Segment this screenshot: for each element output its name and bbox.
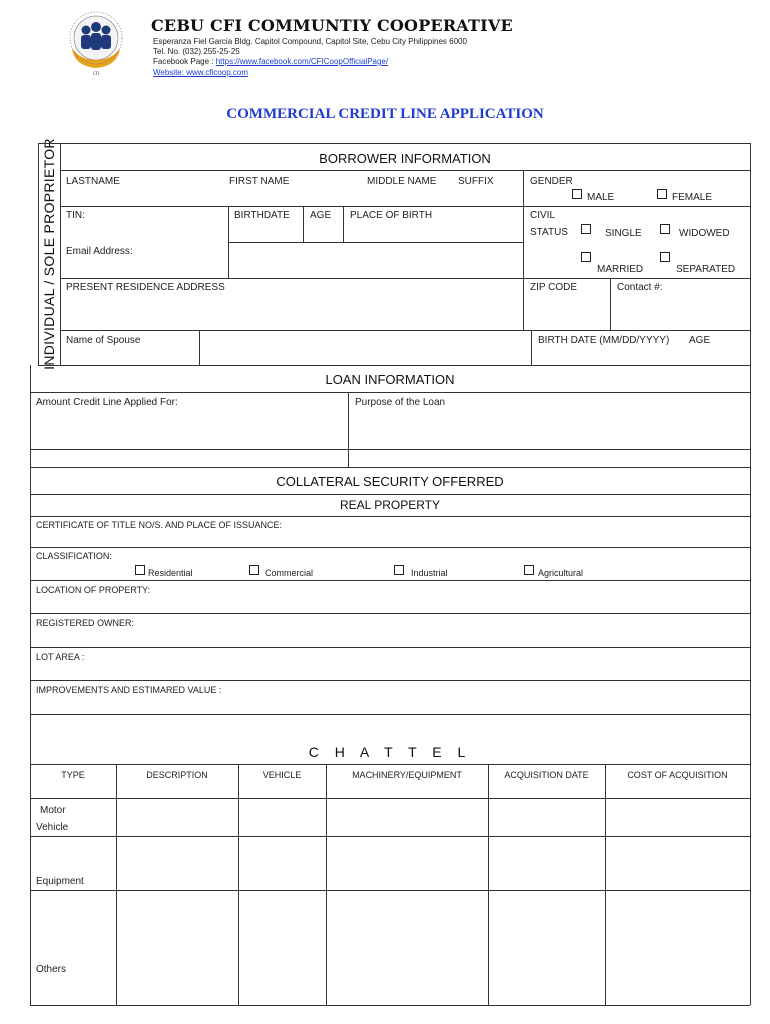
- col-vehicle: VEHICLE: [262, 770, 302, 780]
- residence-label: PRESENT RESIDENCE ADDRESS: [66, 282, 225, 293]
- commercial-label: Commercial: [265, 568, 314, 578]
- purpose-label: Purpose of the Loan: [355, 397, 446, 408]
- side-label: INDIVIDUAL / SOLE PROPRIETOR: [41, 138, 57, 370]
- col-type: TYPE: [61, 770, 85, 780]
- lastname-label: LASTNAME: [66, 176, 120, 187]
- col-machinery: MACHINERY/EQUIPMENT: [352, 770, 462, 780]
- spouse-age-label: AGE: [689, 335, 711, 346]
- organization-address: Esperanza Fiel Garcia Bldg. Capitol Compound, Capitol Site, Cebu City Philippines 6000: [153, 37, 467, 46]
- spouse-label: Name of Spouse: [66, 335, 141, 346]
- age-label: AGE: [310, 210, 332, 221]
- equipment-label: Equipment: [36, 876, 84, 887]
- residential-label: Residential: [148, 568, 193, 578]
- svg-text:CFI: CFI: [92, 71, 100, 76]
- motor-label: Motor: [40, 805, 66, 816]
- col-cost: COST OF ACQUISITION: [627, 770, 728, 780]
- gender-label: GENDER: [530, 176, 573, 187]
- married-checkbox[interactable]: [581, 252, 591, 262]
- widowed-label: WIDOWED: [679, 228, 730, 239]
- male-checkbox[interactable]: [572, 189, 582, 199]
- organization-tel: Tel. No. (032) 255-25-25: [153, 47, 240, 56]
- place-of-birth-label: PLACE OF BIRTH: [350, 210, 433, 221]
- tin-label: TIN:: [66, 210, 85, 221]
- facebook-line: [153, 57, 388, 66]
- industrial-checkbox[interactable]: [394, 565, 404, 575]
- status-label: STATUS: [530, 227, 568, 238]
- others-label: Others: [36, 964, 67, 975]
- industrial-label: Industrial: [411, 568, 448, 578]
- collateral-heading: COLLATERAL SECURITY OFFERRED: [276, 474, 504, 489]
- residential-checkbox[interactable]: [135, 565, 145, 575]
- firstname-label: FIRST NAME: [229, 176, 290, 187]
- form-title: COMMERCIAL CREDIT LINE APPLICATION: [226, 106, 544, 122]
- improvements-label: IMPROVEMENTS AND ESTIMARED VALUE :: [36, 685, 222, 695]
- married-label: MARRIED: [597, 264, 644, 275]
- agricultural-checkbox[interactable]: [524, 565, 534, 575]
- widowed-checkbox[interactable]: [660, 224, 670, 234]
- female-label: FEMALE: [672, 192, 713, 203]
- website-link[interactable]: Website: www.cficoop.com: [153, 68, 248, 77]
- vehicle-label: Vehicle: [36, 822, 69, 833]
- single-label: SINGLE: [605, 228, 642, 239]
- chattel-heading: C H A T T E L: [308, 744, 472, 760]
- organization-name: CEBU CFI COMMUNTIY COOPERATIVE: [151, 16, 513, 35]
- single-checkbox[interactable]: [581, 224, 591, 234]
- spouse-birthdate-label: BIRTH DATE (MM/DD/YYYY): [538, 335, 670, 346]
- separated-checkbox[interactable]: [660, 252, 670, 262]
- classification-label: CLASSIFICATION:: [36, 551, 112, 561]
- amount-label: Amount Credit Line Applied For:: [36, 397, 178, 408]
- middlename-label: MIDDLE NAME: [367, 176, 437, 187]
- birthdate-label: BIRTHDATE: [234, 210, 290, 221]
- registered-owner-label: REGISTERED OWNER:: [36, 618, 135, 628]
- suffix-label: SUFFIX: [458, 176, 494, 187]
- col-description: DESCRIPTION: [146, 770, 208, 780]
- commercial-checkbox[interactable]: [249, 565, 259, 575]
- cooperative-logo: [60, 8, 132, 80]
- facebook-label: Facebook Page :: [153, 57, 214, 66]
- zip-label: ZIP CODE: [530, 282, 578, 293]
- male-label: MALE: [587, 192, 615, 203]
- location-label: LOCATION OF PROPERTY:: [36, 585, 151, 595]
- col-acquisition-date: ACQUISITION DATE: [504, 770, 589, 780]
- contact-label: Contact #:: [617, 282, 663, 293]
- civil-label: CIVIL: [530, 210, 556, 221]
- agricultural-label: Agricultural: [538, 568, 584, 578]
- separated-label: SEPARATED: [676, 264, 736, 275]
- female-checkbox[interactable]: [657, 189, 667, 199]
- loan-heading: LOAN INFORMATION: [325, 372, 455, 387]
- facebook-link[interactable]: https://www.facebook.com/CFICoopOfficialPage/: [215, 57, 389, 66]
- email-label: Email Address:: [66, 246, 133, 257]
- borrower-heading: BORROWER INFORMATION: [319, 151, 491, 166]
- certificate-label: CERTIFICATE OF TITLE NO/S. AND PLACE OF ISSUANCE:: [36, 520, 283, 530]
- real-property-heading: REAL PROPERTY: [339, 498, 441, 512]
- lot-area-label: LOT AREA :: [36, 652, 85, 662]
